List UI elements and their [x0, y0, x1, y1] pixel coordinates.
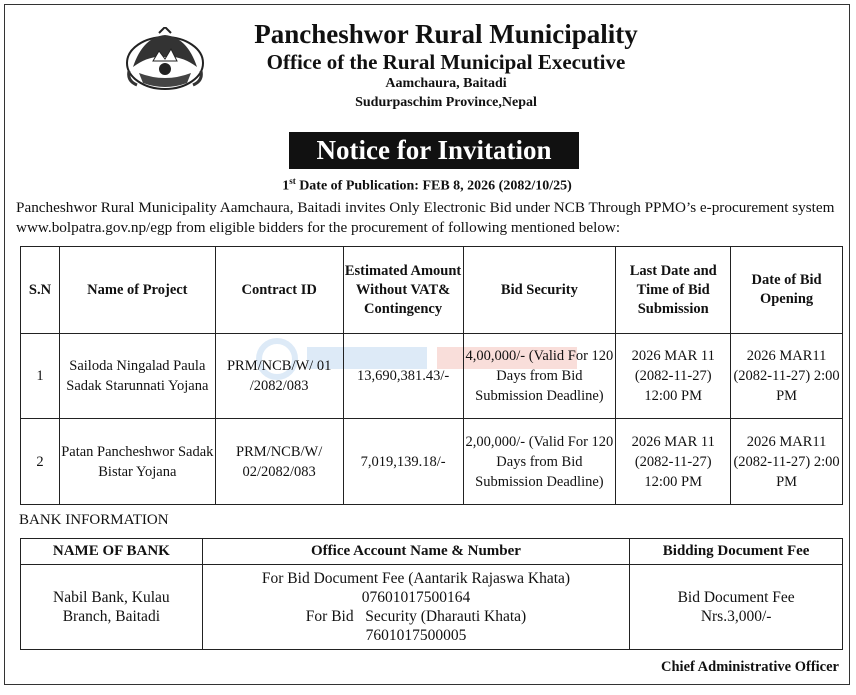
account-security-label: For Bid Security (Dharauti Khata): [305, 608, 527, 625]
publication-date: [5, 176, 849, 195]
signature-title: Chief Administrative Officer: [661, 659, 839, 675]
notice-title: Notice for Invitation: [289, 132, 579, 169]
header-bank-name: NAME OF BANK: [21, 539, 203, 565]
bank-table: [20, 538, 843, 650]
bank-info-label: BANK INFORMATION: [19, 512, 169, 528]
account-fee-label: For Bid Document Fee (Aantarik Rajaswa Khata): [261, 570, 571, 587]
pub-ordinal-suffix: st: [289, 176, 296, 186]
cell-bid-security: 4,00,000/- (Valid For 120 Days from Bid Submission Deadline): [463, 334, 616, 419]
account-fee-number: 07601017500164: [361, 589, 471, 606]
bank-name-line: Nabil Bank, Kulau: [53, 589, 170, 606]
address-line-1: Aamchaura, Baitadi: [385, 76, 507, 91]
bank-row: [21, 565, 843, 650]
intro-paragraph: Pancheshwor Rural Municipality Aamchaura, Baitadi invites Only Electronic Bid under NCB Through PPMO’s e-procurement system www.bolpatra.gov.np/egp from eligible bidders for the procurement of following mentioned below:: [16, 199, 835, 236]
fee-label: Bid Document Fee: [677, 589, 795, 606]
cell-sn: 1: [21, 334, 60, 419]
cell-project: Sailoda Ningalad Paula Sadak Starunnati Yojana: [59, 334, 215, 419]
bank-header-row: [21, 539, 843, 565]
fee-cell: [630, 565, 843, 650]
cell-last-date: 2026 MAR 11 (2082-11-27) 12:00 PM: [616, 419, 731, 505]
header-sn: S.N: [21, 247, 60, 334]
header-estimate: Estimated Amount Without VAT& Contingency: [343, 247, 463, 334]
header-account: Office Account Name & Number: [202, 539, 630, 565]
cell-contract-id: PRM/NCB/W/ 01 /2082/083: [215, 334, 343, 419]
project-table: [20, 246, 843, 505]
office-name: Office of the Rural Municipal Executive: [266, 50, 626, 74]
cell-last-date: 2026 MAR 11 (2082-11-27) 12:00 PM: [616, 334, 731, 419]
fee-amount: Nrs.3,000/-: [700, 608, 772, 625]
header-project: Name of Project: [59, 247, 215, 334]
cell-project: Patan Pancheshwor Sadak Bistar Yojana: [59, 419, 215, 505]
header-contract-id: Contract ID: [215, 247, 343, 334]
header-fee: Bidding Document Fee: [630, 539, 843, 565]
cell-opening-date: 2026 MAR11 (2082-11-27) 2:00 PM: [731, 419, 843, 505]
cell-estimate: 13,690,381.43/-: [343, 334, 463, 419]
cell-contract-id: PRM/NCB/W/ 02/2082/083: [215, 419, 343, 505]
address-line-2: Sudurpaschim Province,Nepal: [355, 95, 537, 110]
cell-bid-security: 2,00,000/- (Valid For 120 Days from Bid Submission Deadline): [463, 419, 616, 505]
header-last-date: Last Date and Time of Bid Submission: [616, 247, 731, 334]
table-header-row: [21, 247, 843, 334]
cell-estimate: 7,019,139.18/-: [343, 419, 463, 505]
pub-ordinal: 1: [282, 178, 290, 194]
bank-name-cell: [21, 565, 203, 650]
pub-date-text: Date of Publication: FEB 8, 2026 (2082/10/25): [295, 178, 572, 194]
table-row: [21, 334, 843, 419]
header-opening-date: Date of Bid Opening: [731, 247, 843, 334]
notice-page: [4, 4, 850, 685]
municipality-name: Pancheshwor Rural Municipality: [254, 19, 638, 49]
cell-sn: 2: [21, 419, 60, 505]
table-row: [21, 419, 843, 505]
cell-opening-date: 2026 MAR11 (2082-11-27) 2:00 PM: [731, 334, 843, 419]
letterhead: [5, 19, 849, 112]
account-security-number: 7601017500005: [365, 627, 467, 644]
account-cell: [202, 565, 630, 650]
header-bid-security: Bid Security: [463, 247, 616, 334]
bank-branch-line: Branch, Baitadi: [62, 608, 160, 625]
